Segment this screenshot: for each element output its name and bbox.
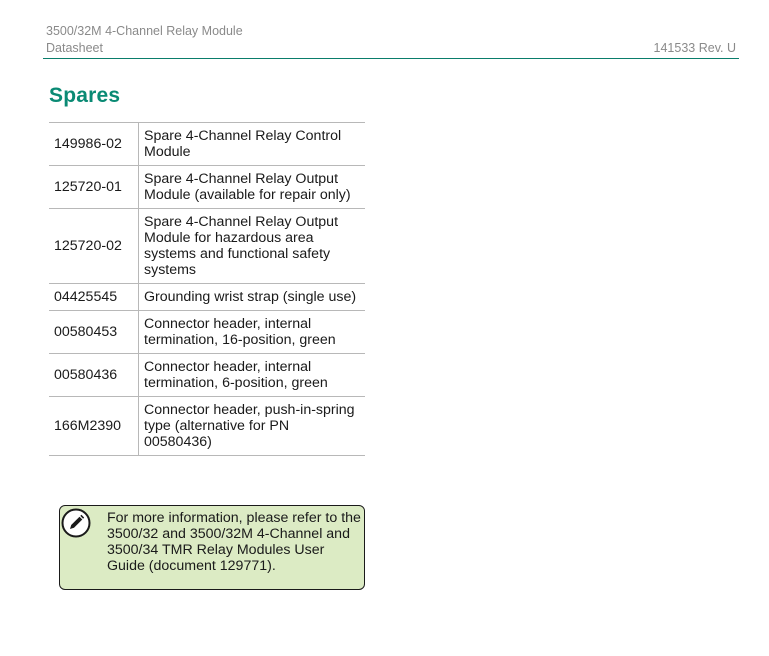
info-note [59, 505, 365, 590]
part-number-cell: 125720-02 [49, 209, 139, 284]
description-cell: Spare 4-Channel Relay Output Module for hazardous area systems and functional safety systems [144, 214, 339, 278]
part-number-cell: 149986-02 [49, 123, 139, 166]
table-row [49, 166, 365, 209]
part-number-cell: 00580453 [49, 311, 139, 354]
pencil-icon [61, 508, 91, 538]
part-number-cell: 166M2390 [49, 397, 139, 456]
spares-table [49, 122, 365, 456]
header-product: 3500/32M 4-Channel Relay Module [46, 24, 243, 38]
header-doc-number: 141533 Rev. U [653, 41, 736, 55]
table-row [49, 354, 365, 397]
table-row [49, 209, 365, 284]
description-cell: Connector header, internal termination, 6-position, green [144, 359, 328, 391]
table-row [49, 284, 365, 311]
part-number-cell: 00580436 [49, 354, 139, 397]
description-cell: Connector header, push-in-spring type (alternative for PN 00580436) [144, 402, 355, 450]
description-cell: Spare 4-Channel Relay Output Module (available for repair only) [144, 171, 351, 203]
table-row [49, 311, 365, 354]
description-cell: Grounding wrist strap (single use) [144, 289, 357, 305]
note-text: For more information, please refer to the 3500/32 and 3500/32M 4-Channel and 3500/34 TMR Relay Modules User Guide (document 129771). [107, 510, 361, 574]
description-cell: Connector header, internal termination, 16-position, green [144, 316, 336, 348]
header-divider [43, 58, 739, 59]
page-header [46, 23, 243, 57]
part-number-cell: 04425545 [49, 284, 139, 311]
part-number-cell: 125720-01 [49, 166, 139, 209]
section-title: Spares [49, 84, 121, 107]
header-doc-type: Datasheet [46, 41, 103, 55]
description-cell: Spare 4-Channel Relay Control Module [144, 128, 342, 160]
table-row [49, 123, 365, 166]
table-row [49, 397, 365, 456]
